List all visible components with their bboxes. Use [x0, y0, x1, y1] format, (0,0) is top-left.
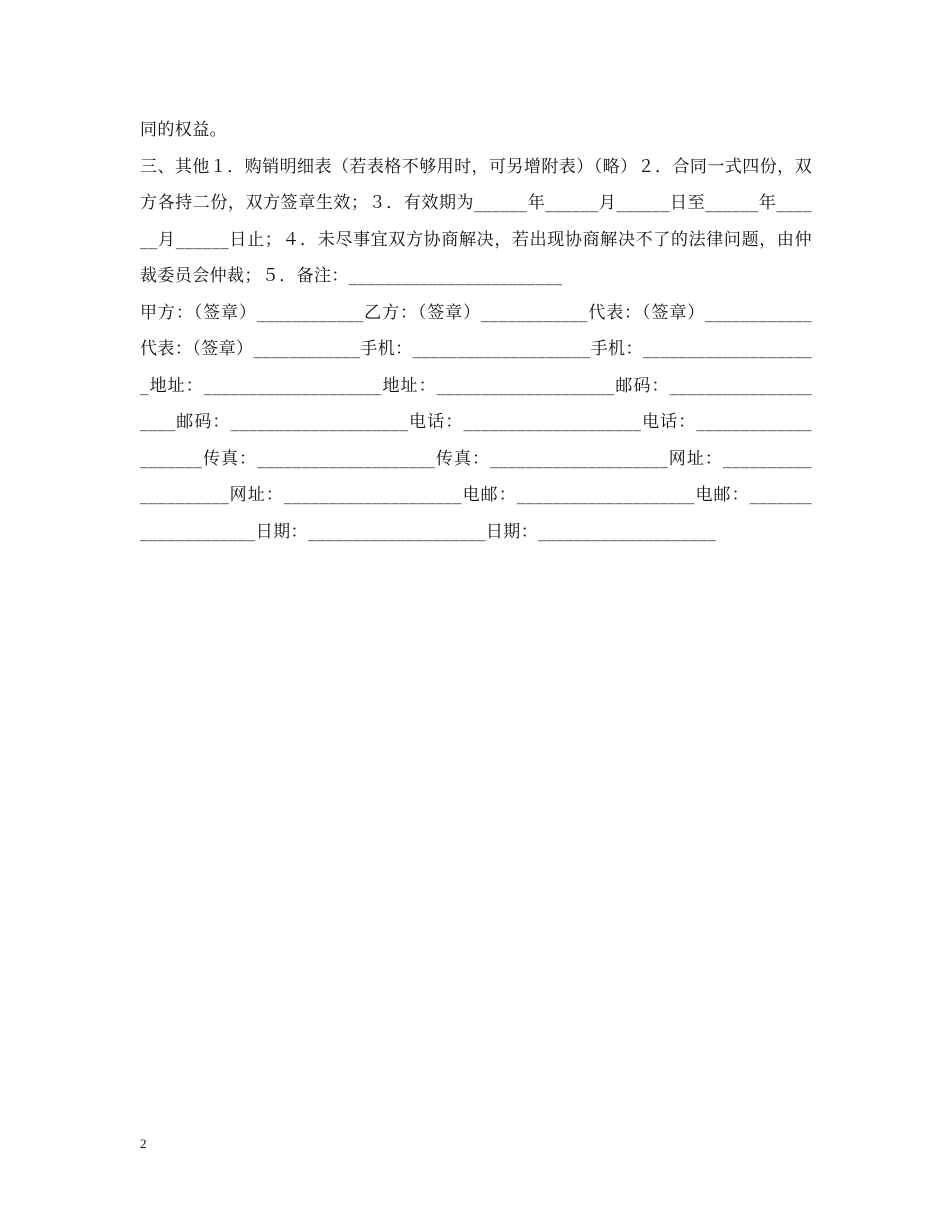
paragraph-other-terms: 三、其他１．购销明细表（若表格不够用时，可另增附表）（略）２．合同一式四份，双方各持二份，双方签章生效；３．有效期为______年______月______日至______年______月______日止；４．未尽事宜双方协商解决，若出现协商解决不了的法律问题，由仲裁委员会仲裁；５．备注：________________________ [140, 156, 812, 286]
page-number: 2 [140, 1136, 147, 1151]
paragraph-signature-block: 甲方：（签章）____________乙方：（签章）____________代表：（签章）____________代表：（签章）____________手机：____________________手机：____________________地址：____________________地址：____________________邮码：____________________邮码：____________________电话：____________________电话：____________________传真：____________________传真：____________________网址：____________________网址：____________________电邮：____________________电邮：____________________日期：____________________日期：____________________ [140, 302, 812, 542]
document-body [140, 112, 812, 550]
paragraph-continuation: 同的权益。 [140, 120, 227, 140]
